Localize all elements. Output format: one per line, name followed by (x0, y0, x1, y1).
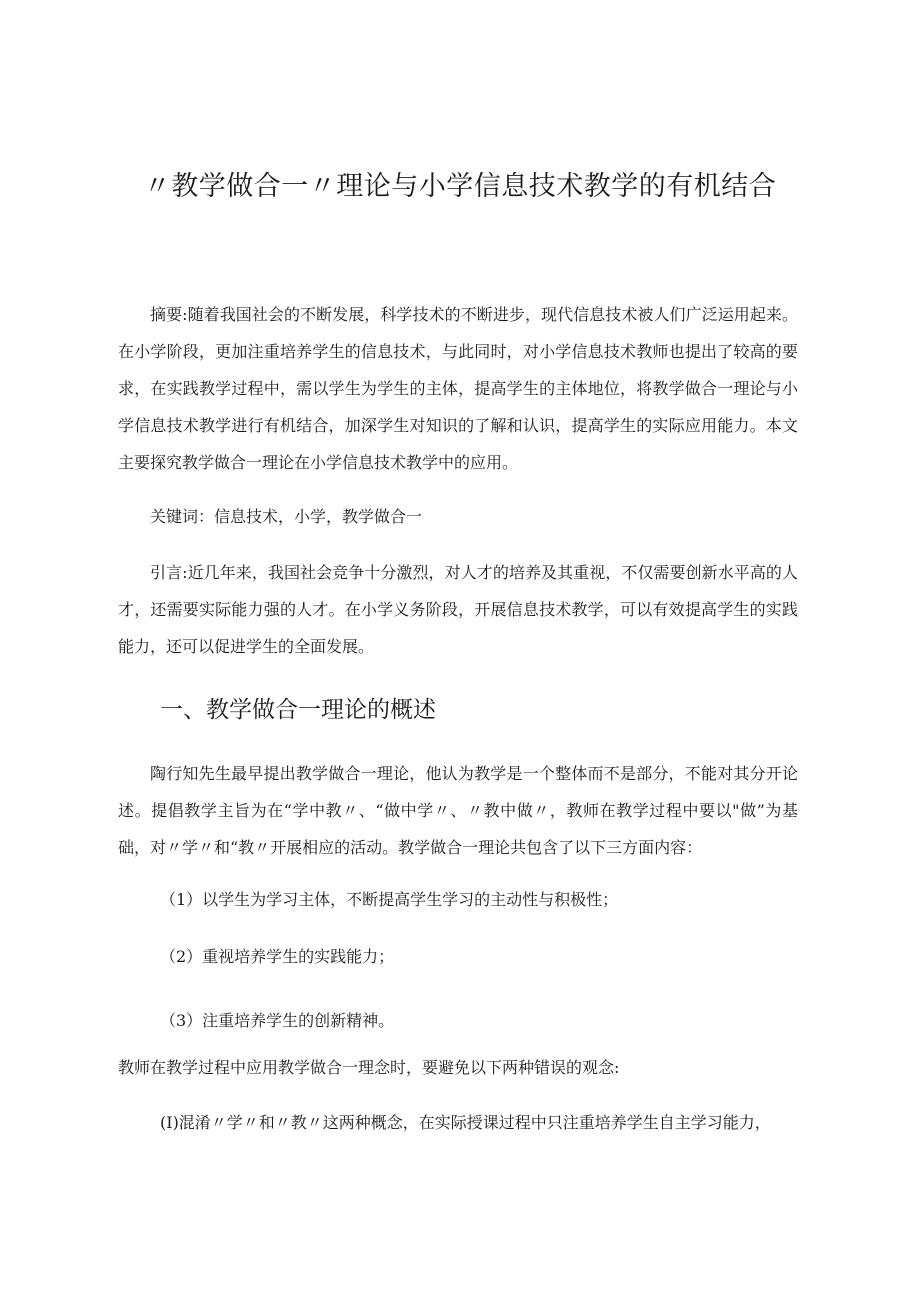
list-item: （3）注重培养学生的创新精神。 (160, 1011, 395, 1030)
keywords-paragraph: 关键词：信息技术，小学，教学做合一 (150, 507, 423, 526)
list-item: （1）以学生为学习主体，不断提高学生学习的主动性与积极性； (160, 890, 619, 909)
section-heading: 一、教学做合一理论的概述 (160, 697, 436, 723)
abstract-paragraph: 摘要:随着我国社会的不断发展，科学技术的不断进步，现代信息技术被人们广泛运用起来。在小学阶段，更加注重培养学生的信息技术，与此同时，对小学信息技术教师也提出了较高的要求，在实践教学过程中，需以学生为学生的主体，提高学生的主体地位，将教学做合一理论与小学信息技术教学进行有机结合，加深学生对知识的了解和认识，提高学生的实际应用能力。本文主要探究教学做合一理论在小学信息技术教学中的应用。 (118, 305, 798, 472)
misconception-item: (I)混淆〃学〃和〃教〃这两种概念，在实际授课过程中只注重培养学生自主学习能力， (160, 1113, 771, 1132)
introduction-paragraph: 引言:近几年来，我国社会竞争十分激烈，对人才的培养及其重视，不仅需要创新水平高的人才，还需要实际能力强的人才。在小学义务阶段，开展信息技术教学，可以有效提高学生的实践能力，还可以促进学生的全面发展。 (118, 563, 798, 656)
list-item: （2）重视培养学生的实践能力； (160, 947, 395, 966)
section-paragraph: 陶行知先生最早提出教学做合一理论，他认为教学是一个整体而不是部分，不能对其分开论述。提倡教学主旨为在“学中教〃、“做中学〃、〃教中做〃，教师在教学过程中要以"做”为基础，对〃学〃和“教〃开展相应的活动。教学做合一理论共包含了以下三方面内容： (118, 764, 798, 857)
document-title: 〃教学做合一〃理论与小学信息技术教学的有机结合 (143, 171, 777, 202)
misconception-intro: 教师在教学过程中应用教学做合一理念时，要避免以下两种错误的观念: (118, 1058, 620, 1077)
